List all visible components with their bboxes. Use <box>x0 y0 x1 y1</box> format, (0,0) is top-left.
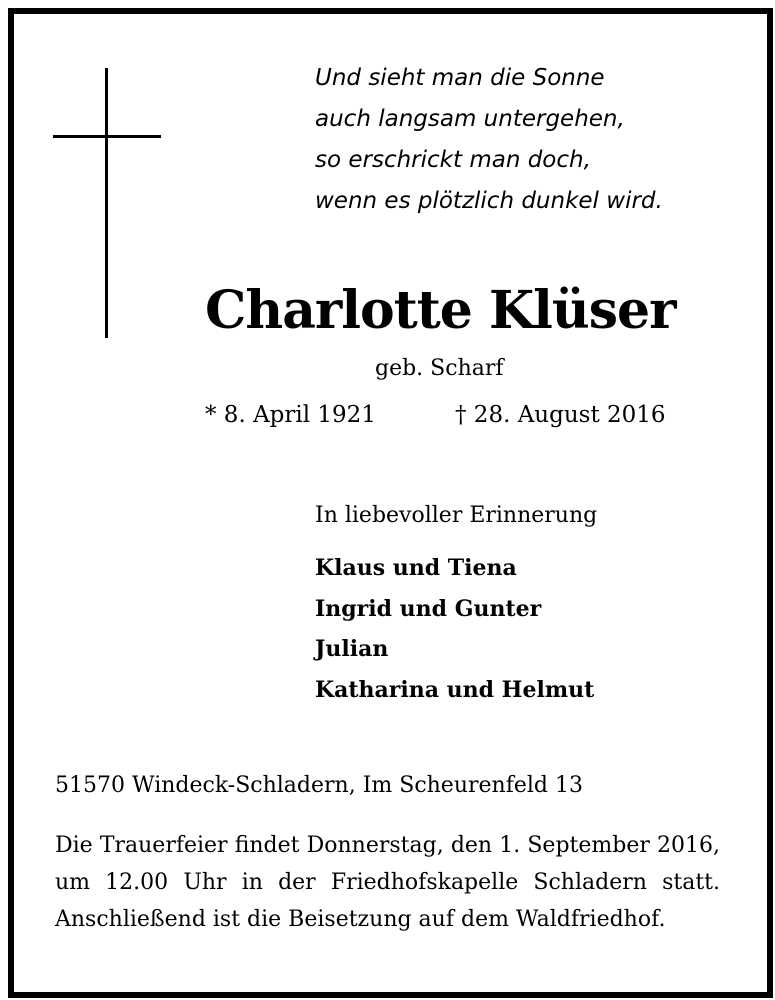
poem-line: wenn es plötzlich dunkel wird. <box>315 188 663 214</box>
cross-vertical-bar <box>105 68 108 338</box>
poem-line: Und sieht man die Sonne <box>315 65 605 91</box>
poem-line: auch langsam untergehen, <box>315 106 625 132</box>
birth-date: * 8. April 1921 <box>205 402 376 428</box>
service-line: Anschließend ist die Beisetzung auf dem Waldfriedhof. <box>55 907 666 932</box>
poem-line: so erschrickt man doch, <box>315 147 591 173</box>
mourner-name: Ingrid und Gunter <box>315 595 542 622</box>
mourner-name: Julian <box>315 636 389 662</box>
deceased-name: Charlotte Klüser <box>205 280 676 341</box>
poem <box>315 58 663 222</box>
service-line: um 12.00 Uhr in der Friedhofskapelle Schladern statt. <box>55 870 720 895</box>
address: 51570 Windeck-Schladern, Im Scheurenfeld 13 <box>55 773 583 798</box>
service-info <box>55 827 720 938</box>
mourner-name: Katharina und Helmut <box>315 676 595 703</box>
memory-line: In liebevoller Erinnerung <box>315 503 598 528</box>
service-line: Die Trauerfeier findet Donnerstag, den 1. September 2016, <box>55 833 720 858</box>
mourner-name: Klaus und Tiena <box>315 555 517 581</box>
maiden-name: geb. Scharf <box>375 356 504 381</box>
death-date: † 28. August 2016 <box>455 402 666 428</box>
cross-horizontal-bar <box>53 135 161 138</box>
mourners-list <box>315 548 594 710</box>
